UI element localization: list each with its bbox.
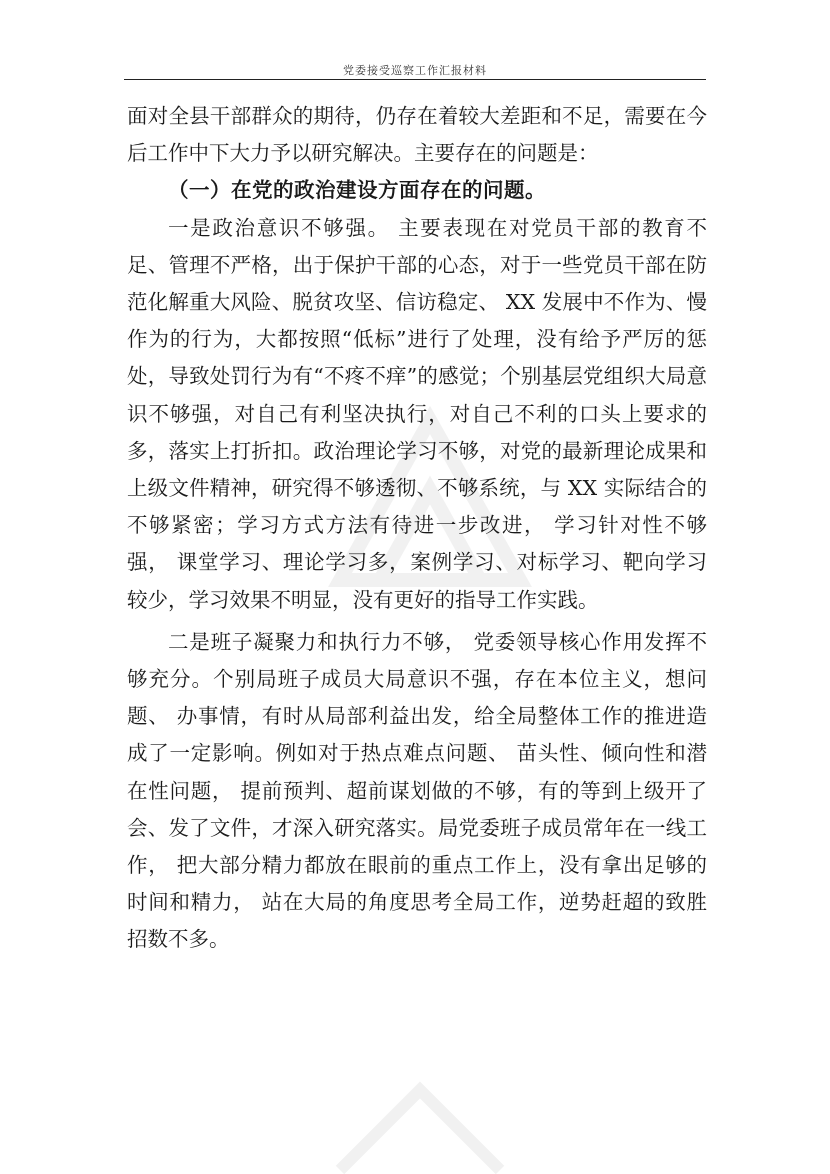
paragraph-team-cohesion: 二是班子凝聚力和执行力不够， 党委领导核心作用发挥不够充分。个别局班子成员大局意识不强，存在本位主义，想问题、 办事情，有时从局部利益出发，给全局整体工作的推进造成了一定影响。例如对于热点难点问题、 苗头性、倾向性和潜在性问题， 提前预判、超前谋划做的不够，有的等到上级开了会、发了文件，才深入研究落实。局党委班子成员常年在一线工作， 把大部分精力都放在眼前的重点工作上，没有拿出足够的时间和精力， 站在大局的角度思考全局工作，逆势赶超的致胜招数不多。 [127, 629, 707, 952]
section-heading: （一）在党的政治建设方面存在的问题。 [168, 178, 546, 203]
header-rule [124, 79, 706, 80]
watermark-fragment-icon [320, 1080, 520, 1174]
body-text [127, 98, 707, 959]
running-header: 党委接受巡察工作汇报材料 [343, 64, 487, 77]
paragraph-political-awareness: 一是政治意识不够强。 主要表现在对党员干部的教育不足、管理不严格，出于保护干部的心态，对于一些党员干部在防范化解重大风险、脱贫攻坚、信访稳定、 XX 发展中不作为、慢作为的行为，大都按照“低标”进行了处理，没有给予严厉的惩处，导致处罚行为有“不疼不痒”的感觉；个别基层党组织大局意识不够强，对自己有利坚决执行，对自己不利的口头上要求的多，落实上打折扣。政治理论学习不够，对党的最新理论成果和上级文件精神，研究得不够透彻、不够系统，与 XX 实际结合的不够紧密；学习方式方法有待进一步改进， 学习针对性不够强， 课堂学习、理论学习多，案例学习、对标学习、靶向学习较少，学习效果不明显，没有更好的指导工作实践。 [127, 215, 707, 612]
paragraph-intro-continuation: 面对全县干部群众的期待，仍存在着较大差距和不足，需要在今后工作中下大力予以研究解决。主要存在的问题是： [127, 104, 707, 166]
